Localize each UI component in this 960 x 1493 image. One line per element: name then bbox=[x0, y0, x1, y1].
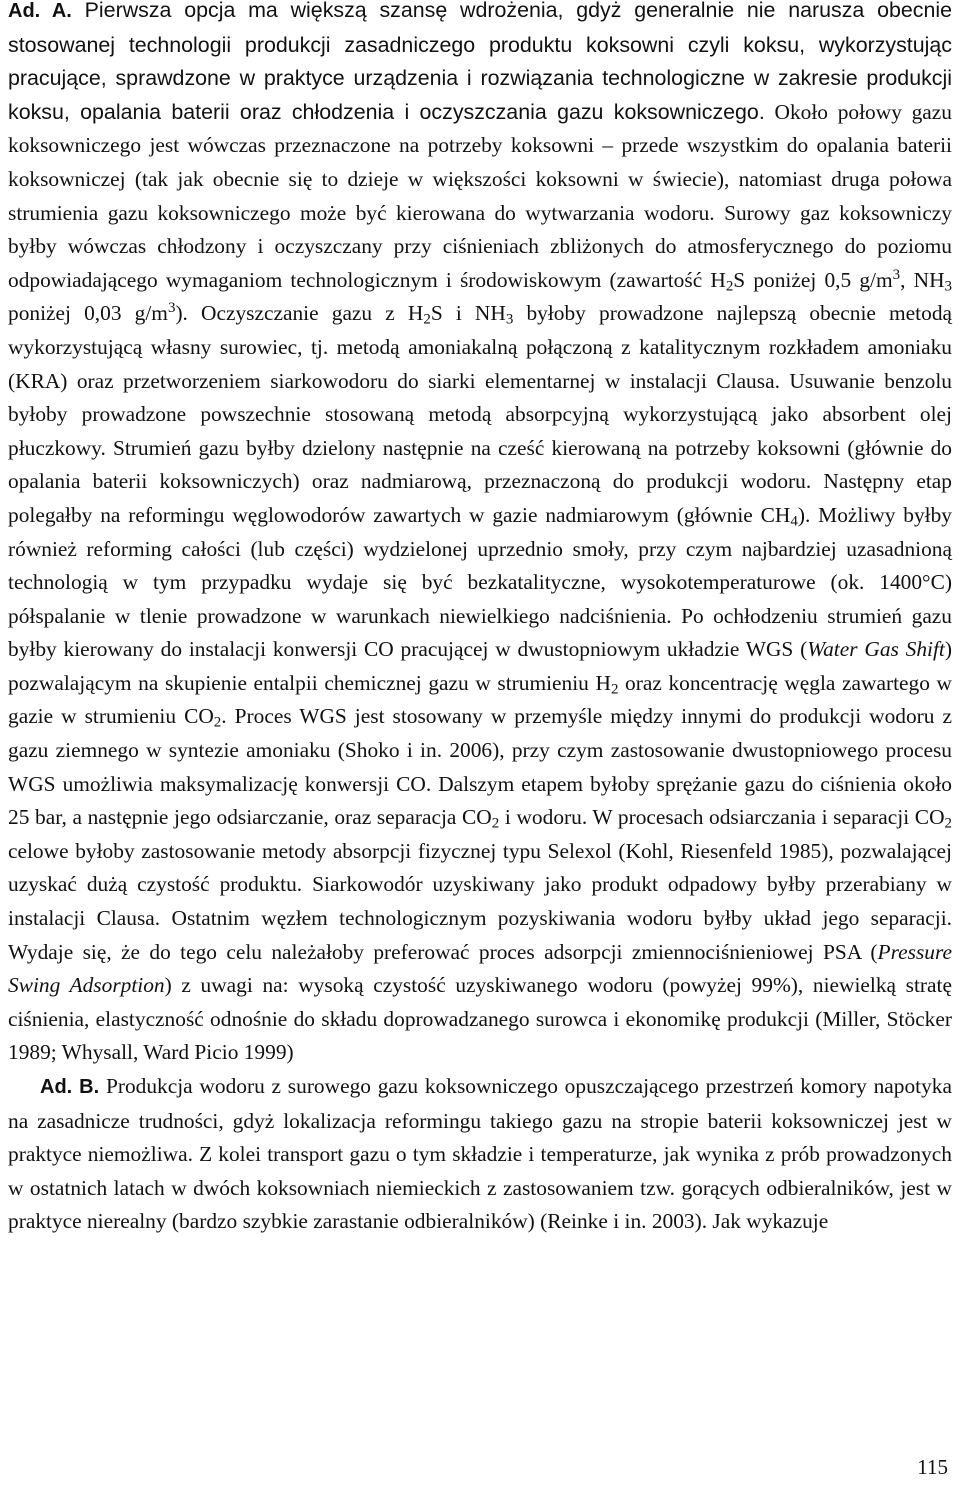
subscript: 2 bbox=[725, 278, 734, 295]
text-run: oraz koncentrację węgla zawartego w gazie w strumieniu CO bbox=[8, 670, 952, 729]
text-run: poniżej 0,03 g/m bbox=[8, 301, 168, 326]
superscript: 3 bbox=[167, 300, 176, 317]
page-number: 115 bbox=[917, 1455, 948, 1479]
document-page bbox=[8, 0, 952, 1239]
subscript: 2 bbox=[213, 715, 222, 732]
paragraph-ad-a-lead: Ad. A. bbox=[8, 0, 72, 22]
italic-term: Water Gas Shift bbox=[807, 637, 945, 662]
text-run: , NH bbox=[900, 267, 945, 292]
paragraph-ad-a-sans-text: Pierwsza opcja ma większą szansę wdrożenia, gdyż generalnie nie narusza obecnie stosowanej technologii produkcji zasadniczego produktu koksowni czyli koksu, wykorzystując pracujące, sprawdzone w praktyce urządzenia i rozwiązania technologiczne w zakresie produkcji koksu, opalania baterii oraz chłodzenia i oczyszczania gazu koksowniczego. bbox=[8, 0, 953, 124]
italic-term: Pressure Swing Adsorption bbox=[8, 939, 952, 998]
subscript: 4 bbox=[790, 513, 798, 530]
text-run: i wodoru. W procesach odsiarczania i separacji CO bbox=[499, 805, 945, 830]
subscript: 3 bbox=[944, 278, 953, 295]
subscript: 2 bbox=[491, 815, 500, 832]
subscript: 3 bbox=[505, 312, 514, 329]
subscript: 2 bbox=[944, 815, 952, 832]
text-run: ). Oczyszczanie gazu z H bbox=[175, 301, 424, 326]
paragraph-ad-b bbox=[8, 1070, 952, 1239]
superscript: 3 bbox=[892, 266, 901, 283]
paragraph-ad-a bbox=[8, 0, 952, 1070]
text-run: S i NH bbox=[430, 301, 506, 326]
text-run: ) pozwalającym na skupienie entalpii chemicznej gazu w strumieniu H bbox=[8, 637, 952, 695]
text-run: S poniżej 0,5 g/m bbox=[733, 267, 893, 292]
paragraph-ad-b-body: Produkcja wodoru z surowego gazu koksowniczego opuszczającego przestrzeń komory napotyka na zasadnicze trudności, gdyż lokalizacja reformingu takiego gazu na stropie baterii koksowniczej jest w praktyce niemożliwa. Z kolei transport gazu o tym składzie i temperaturze, jak wynika z prób prowadzonych w ostatnich latach w dwóch koksowniach niemieckich z zastosowaniem tzw. gorących odbieralników, jest w praktyce nierealny (bardzo szybkie zarastanie odbieralników) (Reinke i in. 2003). Jak wykazuje bbox=[8, 1074, 952, 1234]
text-run: . Proces WGS jest stosowany w przemyśle między innymi do produkcji wodoru z gazu ziemnego w syntezie amoniaku (Shoko i in. 2006), przy czym zastosowanie dwustopniowego procesu WGS umożliwia maksymalizację konwersji CO. Dalszym etapem byłoby sprężanie gazu do ciśnienia około 25 bar, a następnie jego odsiarczanie, oraz separacja CO bbox=[8, 704, 952, 830]
subscript: 2 bbox=[423, 312, 431, 329]
paragraph-ad-a-body bbox=[8, 100, 952, 1065]
text-run: ). Możliwy byłby również reforming całości (lub części) wydzielonej uprzednio smoły, przy czym najbardziej uzasadnioną technologią w tym przypadku wydaje się być bezkatalityczne, wysokotemperaturowe (ok. 1400°C) półspalanie w tlenie prowadzone w warunkach niewielkiego nadciśnienia. Po ochłodzeniu strumień gazu byłby kierowany do instalacji konwersji CO pracującej w dwustopniowym układzie WGS ( bbox=[8, 502, 952, 662]
text-run: Około połowy gazu koksowniczego jest wówczas przeznaczone na potrzeby koksowni – przede wszystkim do opalania baterii koksowniczej (tak jak obecnie się to dzieje w większości koksowni w świecie), natomiast druga połowa strumienia gazu koksowniczego może być kierowana do wytwarzania wodoru. Surowy gaz koksowniczy byłby wówczas chłodzony i oczyszczany przy ciśnieniach zbliżonych do atmosferycznego do poziomu odpowiadającego wymaganiom technologicznym i środowiskowym (zawartość H bbox=[8, 99, 952, 292]
subscript: 2 bbox=[610, 681, 619, 698]
text-run: celowe byłoby zastosowanie metody absorpcji fizycznej typu Selexol (Kohl, Riesenfeld 1985), pozwalającej uzyskać dużą czystość produktu. Siarkowodór uzyskiwany jako produkt odpadowy byłby przerabiany w instalacji Clausa. Ostatnim węzłem technologicznym pozyskiwania wodoru byłby układ jego separacji. Wydaje się, że do tego celu należałoby preferować proces adsorpcji zmiennociśnieniowej PSA ( bbox=[8, 838, 952, 964]
paragraph-ad-b-lead: Ad. B. bbox=[40, 1076, 100, 1098]
text-run: ) z uwagi na: wysoką czystość uzyskiwanego wodoru (powyżej 99%), niewielką stratę ciśnienia, elastyczność odnośnie do składu doprowadzanego surowca i ekonomikę produkcji (Miller, Stöcker 1989; Whysall, Ward Picio 1999) bbox=[8, 973, 952, 1065]
text-run: byłoby prowadzone najlepszą obecnie metodą wykorzystującą własny surowiec, tj. metodą amoniakalną połączoną z katalitycznym rozkładem amoniaku (KRA) oraz przetworzeniem siarkowodoru do siarki elementarnej w instalacji Clausa. Usuwanie benzolu byłoby prowadzone powszechnie stosowaną metodą absorpcyjną wykorzystującą jako absorbent olej płuczkowy. Strumień gazu byłby dzielony następnie na cześć kierowaną na potrzeby koksowni (głównie do opalania baterii koksowniczych) oraz nadmiarową, przeznaczoną do produkcji wodoru. Następny etap polegałby na reformingu węglowodorów zawartych w gazie nadmiarowym (głównie CH bbox=[8, 301, 953, 527]
